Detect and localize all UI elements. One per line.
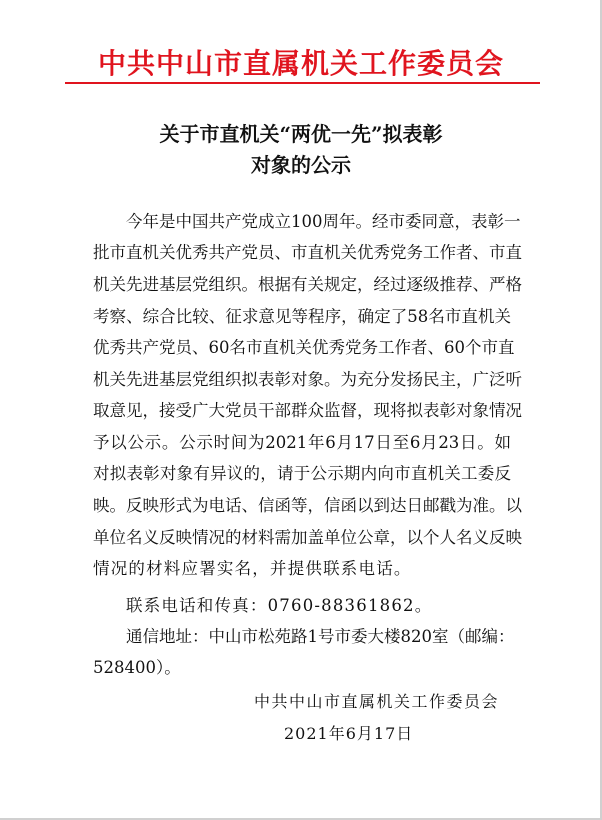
body-line: 单位名义反映情况的材料需加盖单位公章，以个人名义反映 (93, 528, 522, 547)
signature-org: 中共中山市直属机关工作委员会 (254, 692, 500, 711)
body-line: 情况的材料应署实名，并提供联系电话。 (93, 559, 412, 578)
body-line: 机关先进基层党组织拟表彰对象。为充分发扬民主，广泛听 (93, 370, 522, 389)
document-header-org: 中共中山市直属机关工作委员会 (97, 47, 504, 80)
body-line: 对拟表彰对象有异议的，请于公示期内向市直机关工委反 (93, 464, 511, 483)
contact-phone-fax: 联系电话和传真：0760-88361862。 (126, 596, 433, 615)
address-line: 通信地址：中山市松苑路1号市委大楼820室（邮编： (126, 627, 515, 646)
body-line: 优秀共产党员、60名市直机关优秀党务工作者、60个市直 (93, 338, 515, 357)
header-red-rule (65, 82, 540, 84)
document-title-line1: 关于市直机关“两优一先”拟表彰 (159, 122, 443, 146)
body-line: 予以公示。公示时间为2021年6月17日至6月23日。如 (93, 433, 511, 452)
signature-date: 2021年6月17日 (284, 724, 414, 743)
address-postcode: 528400）。 (93, 658, 181, 677)
body-line: 考察、综合比较、征求意见等程序，确定了58名市直机关 (93, 307, 511, 326)
body-line: 机关先进基层党组织。根据有关规定，经过逐级推荐、严格 (93, 275, 522, 294)
body-line: 取意见，接受广大党员干部群众监督，现将拟表彰对象情况 (93, 401, 522, 420)
body-line: 今年是中国共产党成立100周年。经市委同意，表彰一 (126, 212, 521, 231)
document-title-line2: 对象的公示 (251, 153, 351, 177)
body-line: 批市直机关优秀共产党员、市直机关优秀党务工作者、市直 (93, 243, 522, 262)
body-line: 映。反映形式为电话、信函等，信函以到达日邮戳为准。以 (93, 496, 522, 515)
